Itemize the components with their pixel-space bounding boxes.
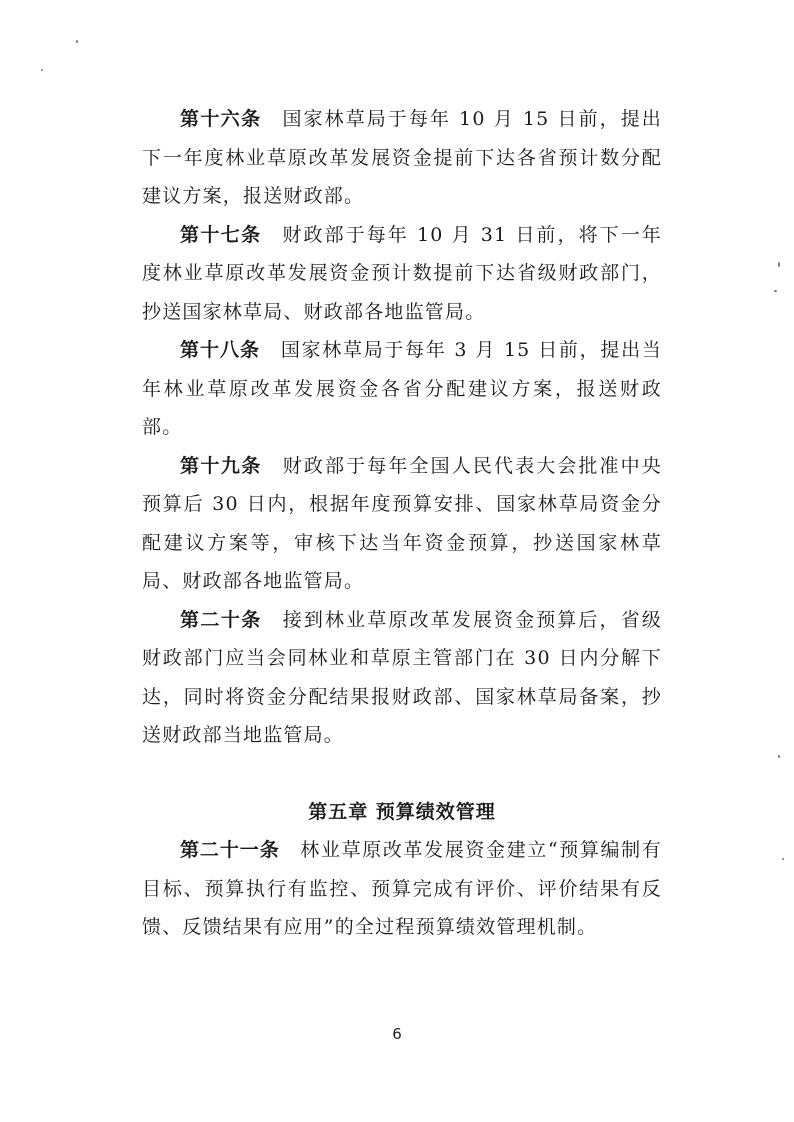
- article-number: 第二十条: [180, 608, 262, 631]
- document-body: [142, 100, 662, 947]
- section-spacer: [142, 755, 662, 793]
- scan-speck: [774, 290, 777, 292]
- article-number: 第二十一条: [180, 839, 280, 861]
- article-number: 第十八条: [180, 339, 261, 361]
- article-19: [142, 447, 662, 601]
- scan-speck: [778, 755, 780, 758]
- article-text: 国家林草局于每年 10 月 15 日前，提出下一年度林业草原改革发展资金提前下达各省预计数分配建议方案，报送财政部。: [142, 108, 662, 207]
- article-text: 财政部于每年全国人民代表大会批准中央预算后 30 日内，根据年度预算安排、国家林草局资金分配建议方案等，审核下达当年资金预算，抄送国家林草局、财政部各地监管局。: [142, 454, 662, 592]
- article-16: [142, 100, 662, 216]
- article-number: 第十七条: [180, 223, 262, 246]
- scan-speck: [41, 69, 43, 71]
- article-text: 国家林草局于每年 3 月 15 日前，提出当年林业草原改革发展资金各省分配建议方案，报送财政部。: [142, 339, 662, 438]
- article-18: [142, 331, 662, 447]
- scan-speck: [76, 40, 78, 43]
- article-number: 第十九条: [180, 454, 262, 477]
- article-text: 财政部于每年 10 月 31 日前，将下一年度林业草原改革发展资金预计数提前下达省级财政部门，抄送国家林草局、财政部各地监管局。: [142, 223, 662, 323]
- article-17: [142, 216, 662, 332]
- page-number: 6: [392, 1025, 402, 1043]
- scan-speck: [782, 858, 784, 860]
- chapter-heading: 第五章 预算绩效管理: [308, 800, 496, 823]
- article-text: 林业草原改革发展资金建立“预算编制有目标、预算执行有监控、预算完成有评价、评价结果有反馈、反馈结果有应用”的全过程预算绩效管理机制。: [142, 839, 662, 938]
- article-20: [142, 601, 662, 755]
- article-21: [142, 831, 662, 947]
- article-text: 接到林业草原改革发展资金预算后，省级财政部门应当会同林业和草原主管部门在 30 日内分解下达，同时将资金分配结果报财政部、国家林草局备案，抄送财政部当地监管局。: [142, 608, 662, 746]
- scan-speck: [778, 262, 780, 267]
- article-number: 第十六条: [180, 108, 262, 130]
